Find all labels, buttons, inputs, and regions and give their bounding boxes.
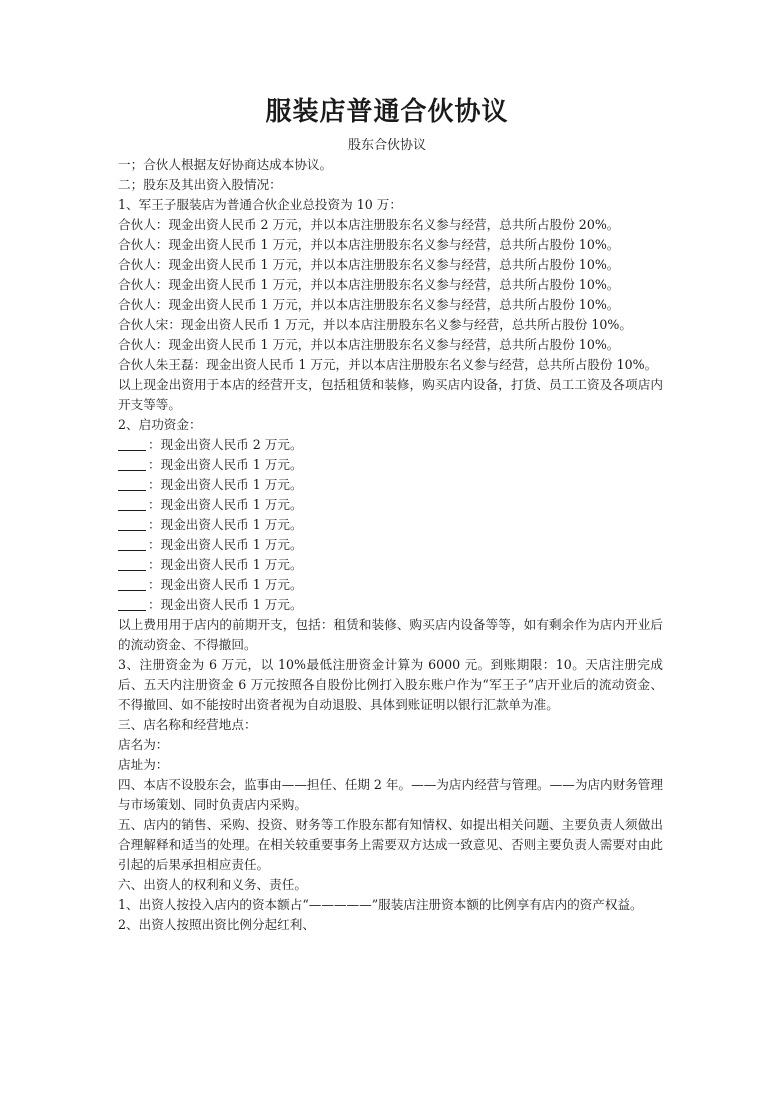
capital-item: ：现金出资人民币 2 万元。 — [118, 435, 663, 455]
capital-item: ：现金出资人民币 1 万元。 — [118, 515, 663, 535]
partner-line: 合伙人：现金出资人民币 1 万元，并以本店注册股东名义参与经营，总共所占股份 10%。 — [118, 257, 620, 272]
clause-2-heading: 二；股东及其出资入股情况： — [118, 177, 282, 192]
capital-item: ：现金出资人民币 1 万元。 — [118, 455, 663, 475]
blank-underline[interactable] — [118, 556, 146, 571]
startup-capital-heading: 2、启功资金： — [118, 417, 202, 432]
capital-item: ：现金出资人民币 1 万元。 — [118, 575, 663, 595]
blank-underline[interactable] — [118, 436, 146, 451]
partner-line: 合伙人：现金出资人民币 1 万元，并以本店注册股东名义参与经营，总共所占股份 10%。 — [118, 337, 620, 352]
clause-1: 一；合伙人根据友好协商达成本协议。 — [118, 157, 333, 172]
partner-line: 合伙人：现金出资人民币 1 万元，并以本店注册股东名义参与经营，总共所占股份 10%。 — [118, 297, 620, 312]
partner-line: 合伙人：现金出资人民币 2 万元，并以本店注册股东名义参与经营，总共所占股份 20%。 — [118, 217, 620, 232]
document-body — [118, 155, 663, 935]
blank-underline[interactable] — [118, 496, 146, 511]
registered-capital-paragraph: 3、注册资金为 6 万元，以 10%最低注册资金计算为 6000 元。到账期限：10。天店注册完成后、五天内注册资金 6 万元按照各自股份比例打入股东账户作为“军王子”店开业后的流动资金、不得撤回、如不能按时出资者视为自动退股、具体到账证明以银行汇款单为准。 — [118, 657, 663, 712]
section-6-heading: 六、出资人的权利和义务、责任。 — [118, 877, 307, 892]
blank-underline[interactable] — [118, 456, 146, 471]
document-title: 服装店普通合伙协议 — [265, 97, 509, 127]
partner-line: 合伙人：现金出资人民币 1 万元，并以本店注册股东名义参与经营，总共所占股份 10%。 — [118, 237, 620, 252]
section-5-paragraph: 五、店内的销售、采购、投资、财务等工作股东都有知情权、如提出相关问题、主要负责人须做出合理解释和适当的处理。在相关较重要事务上需要双方达成一致意见、否则主要负责人需要对由此引起的后果承担相应责任。 — [118, 817, 663, 872]
document-subtitle: 股东合伙协议 — [347, 138, 426, 153]
shop-name-line: 店名为： — [118, 737, 169, 752]
blank-underline[interactable] — [118, 596, 146, 611]
capital-item: ：现金出资人民币 1 万元。 — [118, 595, 663, 615]
blank-underline[interactable] — [118, 576, 146, 591]
section-3-heading: 三、店名称和经营地点： — [118, 717, 257, 732]
capital-item: ：现金出资人民币 1 万元。 — [118, 495, 663, 515]
clause-2-1: 1、军王子服装店为普通合伙企业总投资为 10 万： — [118, 197, 402, 212]
section-4-paragraph: 四、本店不设股东会，监事由——担任、任期 2 年。——为店内经营与管理。——为店内财务管理与市场策划、同时负责店内采购。 — [118, 777, 663, 812]
expense-paragraph: 以上费用用于店内的前期开支，包括：租赁和装修、购买店内设备等等，如有剩余作为店内开业后的流动资金、不得撤回。 — [118, 617, 663, 652]
blank-underline[interactable] — [118, 476, 146, 491]
capital-item: ：现金出资人民币 1 万元。 — [118, 555, 663, 575]
partner-line: 合伙人朱王磊：现金出资人民币 1 万元，并以本店注册股东名义参与经营，总共所占股份 10%。 — [118, 357, 658, 372]
partner-line: 合伙人：现金出资人民币 1 万元，并以本店注册股东名义参与经营，总共所占股份 10%。 — [118, 277, 620, 292]
capital-item: ：现金出资人民币 1 万元。 — [118, 535, 663, 555]
blank-underline[interactable] — [118, 516, 146, 531]
shop-address-line: 店址为： — [118, 757, 169, 772]
partner-line: 合伙人宋：现金出资人民币 1 万元，并以本店注册股东名义参与经营，总共所占股份 10%。 — [118, 317, 632, 332]
capital-item: ：现金出资人民币 1 万元。 — [118, 475, 663, 495]
funds-usage-paragraph: 以上现金出资用于本店的经营开支，包括租赁和装修，购买店内设备，打货、员工工资及各项店内开支等等。 — [118, 377, 663, 412]
blank-underline[interactable] — [118, 536, 146, 551]
section-6-item-1: 1、出资人按投入店内的资本额占“—————”服装店注册资本额的比例享有店内的资产权益。 — [118, 897, 643, 912]
section-6-item-2: 2、出资人按照出资比例分起红利、 — [118, 917, 315, 932]
